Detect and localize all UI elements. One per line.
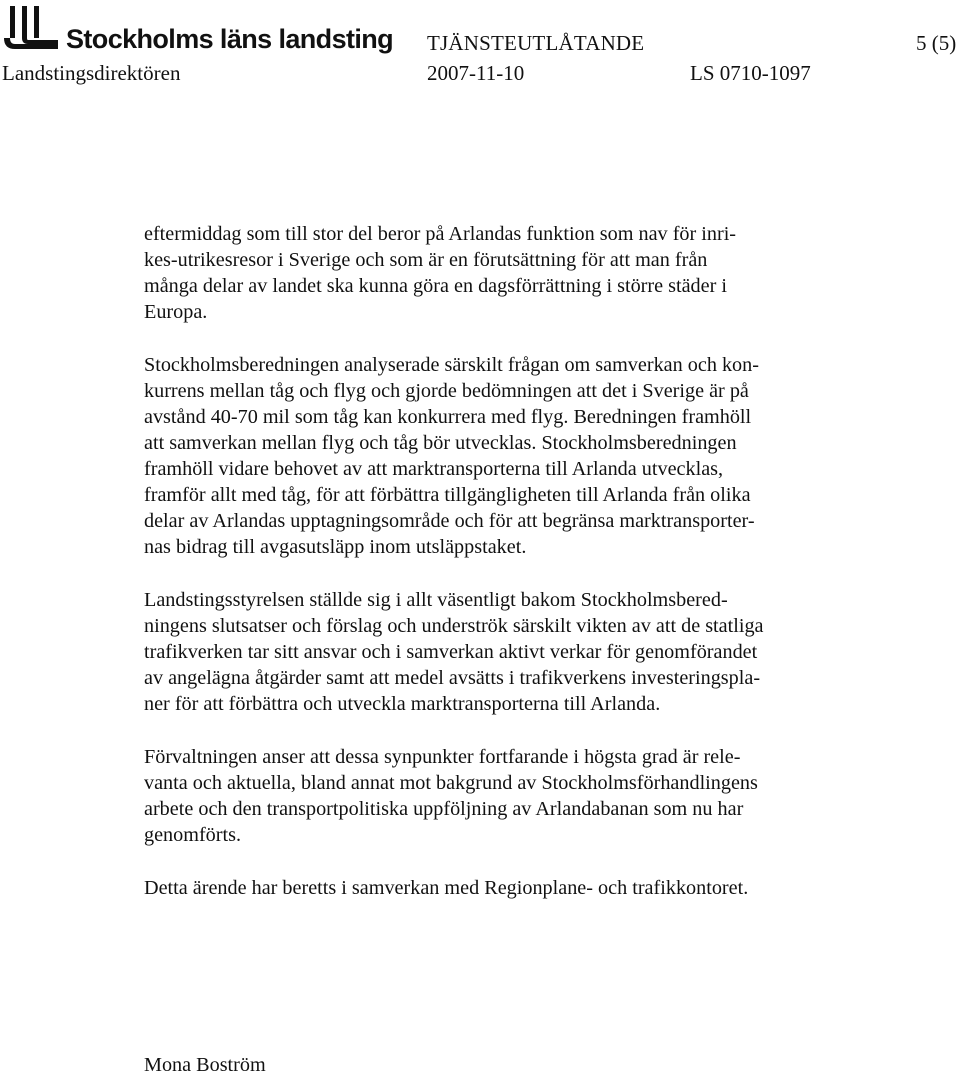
paragraph-line: nas bidrag till avgasutsläpp inom utsläppstaket. bbox=[144, 536, 527, 559]
paragraph-line: vanta och aktuella, bland annat mot bakgrund av Stockholmsförhandlingens bbox=[144, 771, 758, 794]
paragraph-line: arbete och den transportpolitiska uppföljning av Arlandabanan som nu har bbox=[144, 797, 744, 820]
paragraph-line: ningens slutsatser och förslag och underströk särskilt vikten av att de statliga bbox=[144, 615, 764, 637]
paragraph-line: framhöll vidare behovet av att marktransporterna till Arlanda utvecklas, bbox=[144, 458, 724, 481]
document-body bbox=[144, 221, 874, 927]
body-paragraph bbox=[144, 587, 874, 717]
paragraph-line: genomförts. bbox=[144, 824, 241, 847]
body-paragraph bbox=[144, 352, 874, 561]
signature-name: Mona Boström bbox=[144, 1054, 266, 1076]
paragraph-line: att samverkan mellan flyg och tåg bör utvecklas. Stockholmsberedningen bbox=[144, 432, 737, 455]
document-type: TJÄNSTEUTLÅTANDE bbox=[427, 31, 645, 55]
paragraph-line: framför allt med tåg, för att förbättra tillgängligheten till Arlanda från olika bbox=[144, 484, 751, 507]
paragraph-line: trafikverken tar sitt ansvar och i samverkan aktivt verkar för genomförandet bbox=[144, 641, 758, 664]
paragraph-line: Landstingsstyrelsen ställde sig i allt väsentligt bakom Stockholmsbered- bbox=[144, 588, 728, 611]
paragraph-line: eftermiddag som till stor del beror på Arlandas funktion som nav för inri- bbox=[144, 223, 737, 245]
paragraph-line: av angelägna åtgärder samt att medel avsätts i trafikverkens investeringspla- bbox=[144, 667, 761, 690]
paragraph-line: Europa. bbox=[144, 301, 208, 324]
landsting-logo-icon bbox=[2, 4, 60, 52]
paragraph-line: kes-utrikesresor i Sverige och som är en förutsättning för att man från bbox=[144, 249, 708, 272]
paragraph-line: Stockholmsberedningen analyserade särskilt frågan om samverkan och kon- bbox=[144, 353, 759, 376]
paragraph-line: delar av Arlandas upptagningsområde och för att begränsa marktransporter- bbox=[144, 510, 755, 533]
paragraph-line: Förvaltningen anser att dessa synpunkter fortfarande i högsta grad är rele- bbox=[144, 745, 741, 768]
body-paragraph bbox=[144, 875, 874, 901]
org-logo bbox=[2, 4, 394, 56]
department: Landstingsdirektören bbox=[2, 61, 181, 85]
body-paragraph bbox=[144, 221, 874, 325]
paragraph-line: avstånd 40-70 mil som tåg kan konkurrera med flyg. Beredningen framhöll bbox=[144, 405, 752, 428]
paragraph-line: ner för att förbättra och utveckla marktransporterna till Arlanda. bbox=[144, 693, 661, 716]
body-paragraph bbox=[144, 744, 874, 848]
reference-number: LS 0710-1097 bbox=[690, 61, 811, 85]
paragraph-line: Detta ärende har beretts i samverkan med Regionplane- och trafikkontoret. bbox=[144, 876, 749, 899]
org-name: Stockholms läns landsting bbox=[66, 24, 394, 54]
page-number: 5 (5) bbox=[916, 31, 957, 55]
document-date: 2007-11-10 bbox=[427, 61, 525, 85]
paragraph-line: många delar av landet ska kunna göra en dagsförrättning i större städer i bbox=[144, 275, 727, 298]
paragraph-line: kurrens mellan tåg och flyg och gjorde bedömningen att det i Sverige är på bbox=[144, 379, 749, 402]
